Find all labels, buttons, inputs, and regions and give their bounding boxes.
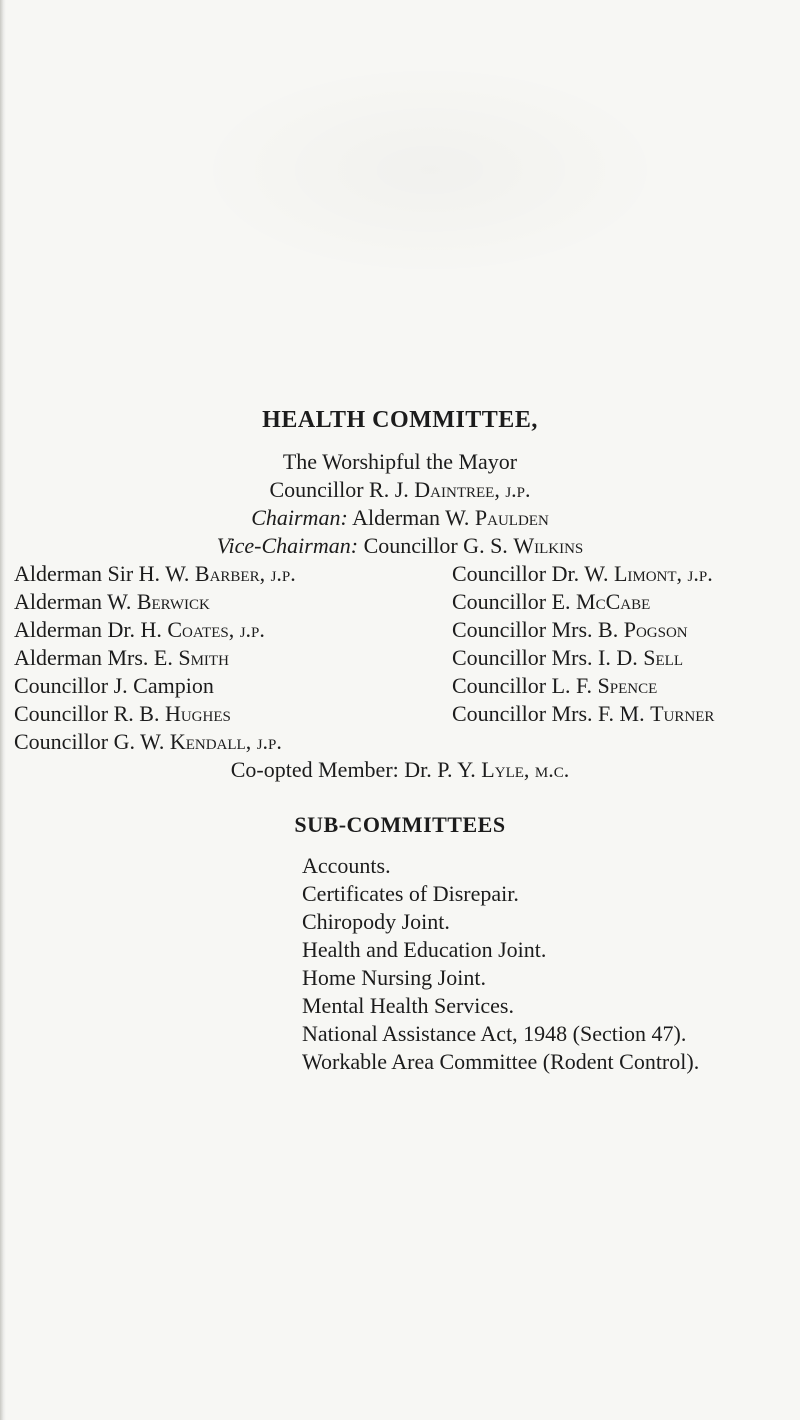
member-left [14,588,210,616]
member-prefix: Councillor Mrs. B. [452,617,619,642]
subcommittee-item: Certificates of Disrepair. [302,881,519,906]
subcommittee-item: Workable Area Committee (Rodent Control). [302,1049,700,1074]
coopted-member-line [0,756,800,784]
member-left [14,616,265,644]
subcommittees-heading: SUB-COMMITTEES [294,812,506,837]
mayor-line: The Worshipful the Mayor [282,449,518,474]
member-prefix: Councillor R. B. [14,701,160,726]
chairman-label: Chairman: [251,505,348,530]
chairman-prefix: Alderman W. [352,505,470,530]
committee-title: HEALTH COMMITTEE, [262,407,538,433]
member-right [452,560,713,588]
subcommittee-item: Accounts. [302,853,391,878]
subcommittee-item: National Assistance Act, 1948 (Section 47). [302,1021,687,1046]
member-right [452,672,657,700]
member-name: Barber, j.p. [194,561,296,586]
member-left [14,700,231,728]
coopted-prefix: Co-opted Member: Dr. P. Y. [230,757,476,782]
chairman-name: Paulden [474,505,549,530]
vice-chairman-label: Vice-Chairman: [216,533,359,558]
coopted-name: Lyle, m.c. [481,757,570,782]
member-name: Spence [597,673,658,698]
member-name: Pogson [623,617,688,642]
member-prefix: Councillor G. W. [14,729,165,754]
member-prefix: Alderman Sir H. W. [14,561,190,586]
member-prefix: Alderman W. [14,589,132,614]
daintree-name: Daintree, j.p. [414,477,531,502]
vice-chairman-prefix: Councillor G. S. [363,533,508,558]
daintree-line [0,476,800,504]
member-right [452,616,688,644]
member-left [14,560,296,588]
member-name: Hughes [164,701,231,726]
member-left [14,672,214,700]
member-name: Kendall, j.p. [169,729,282,754]
member-right [452,588,650,616]
member-name: Sell [643,645,683,670]
vice-chairman-line [0,532,800,560]
subcommittee-item: Mental Health Services. [302,993,514,1018]
member-name: Coates, j.p. [167,617,265,642]
member-right [452,644,683,672]
member-prefix: Councillor Mrs. I. D. [452,645,638,670]
member-name: McCabe [576,589,651,614]
member-prefix: Alderman Mrs. E. [14,645,173,670]
member-prefix: Councillor L. F. [452,673,593,698]
chairman-line [0,504,800,532]
member-prefix: Alderman Dr. H. [14,617,162,642]
member-left [14,728,282,756]
subcommittee-item: Home Nursing Joint. [302,965,486,990]
member-right [452,700,714,728]
member-name: Turner [650,701,715,726]
page-left-edge [0,0,6,1420]
member-prefix: Councillor Mrs. F. M. [452,701,645,726]
member-left [14,644,229,672]
faint-watermark [190,60,670,280]
member-name: Limont, j.p. [613,561,713,586]
member-prefix: Councillor Dr. W. [452,561,609,586]
daintree-prefix: Councillor R. J. [269,477,409,502]
subcommittee-item: Chiropody Joint. [302,909,450,934]
member-name: Smith [178,645,229,670]
member-prefix: Councillor J. Campion [14,673,214,698]
vice-chairman-name: Wilkins [513,533,584,558]
member-prefix: Councillor E. [452,589,571,614]
member-name: Berwick [136,589,210,614]
subcommittee-item: Health and Education Joint. [302,937,547,962]
